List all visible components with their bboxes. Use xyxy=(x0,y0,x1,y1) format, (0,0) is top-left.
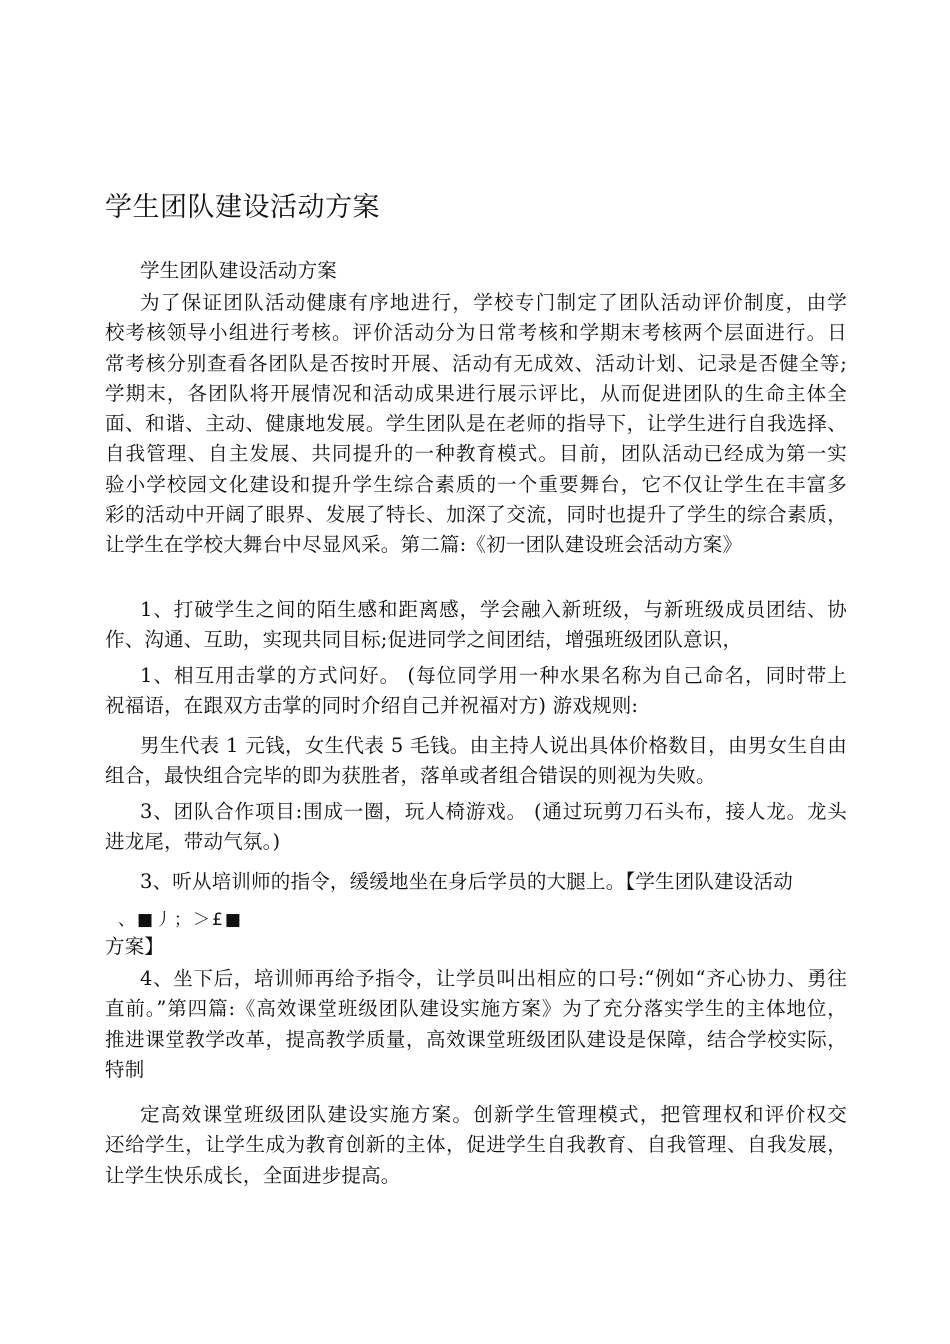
text-line: 常考核分别查看各团队是否按时开展、活动有无成效、活动计划、记录是否健全等; xyxy=(105,351,847,375)
text-line: 校考核领导小组进行考核。评价活动分为日常考核和学期末考核两个层面进行。日 xyxy=(105,321,847,345)
text-line: 还给学生，让学生成为教育创新的主体，促进学生自我教育、自我管理、自我发展， xyxy=(105,1133,847,1157)
paragraph-instruction-end xyxy=(105,932,847,962)
text-line: 祝福语，在跟双方击掌的同时介绍自己并祝福对方) 游戏规则: xyxy=(105,694,639,718)
paragraph-goal xyxy=(105,595,847,656)
text-line: 4、坐下后，培训师再给予指令，让学员叫出相应的口号:“例如“齐心协力、勇往 xyxy=(140,967,847,990)
text-line: 男生代表 1 元钱，女生代表 5 毛钱。由主持人说出具体价格数目，由男女生自由 xyxy=(140,734,847,757)
text-line: 学期末，各团队将开展情况和活动成果进行展示评比，从而促进团队的生命主体全 xyxy=(105,381,847,405)
text-line: 推进课堂教学改革，提高教学质量，高效课堂班级团队建设是保障，结合学校实际， xyxy=(105,1027,847,1051)
text-line: 为了保证团队活动健康有序地进行，学校专门制定了团队活动评价制度，由学 xyxy=(140,291,847,314)
text-line: 让学生在学校大舞台中尽显风采。第二篇:《初一团队建设班会活动方案》 xyxy=(105,533,743,557)
paragraph-greeting xyxy=(105,661,847,722)
text-line: 定高效课堂班级团队建设实施方案。创新学生管理模式，把管理权和评价权交 xyxy=(140,1103,847,1126)
paragraph-plan xyxy=(105,1100,847,1191)
text-line: 自我管理、自主发展、共同提升的一种教育模式。目前，团队活动已经成为第一实 xyxy=(105,442,847,466)
text-line: 作、沟通、互助，实现共同目标;促进同学之间团结，增强班级团队意识， xyxy=(105,628,743,652)
text-line: 直前。”第四篇:《高效课堂班级团队建设实施方案》为了充分落实学生的主体地位， xyxy=(105,997,847,1021)
document-title: 学生团队建设活动方案 xyxy=(105,192,380,223)
text-line: 让学生快乐成长，全面进步提高。 xyxy=(105,1163,401,1187)
paragraph-instruction xyxy=(105,867,847,897)
paragraph-teamwork xyxy=(105,797,847,858)
text-line: 学生团队建设活动方案 xyxy=(140,259,338,282)
paragraph-game-rules xyxy=(105,731,847,792)
paragraph-intro xyxy=(105,288,847,561)
text-line: 3、听从培训师的指令，缓缓地坐在身后学员的大腿上。【学生团队建设活动 xyxy=(140,870,793,893)
text-line: 3、团队合作项目:围成一圈，玩人椅游戏。 (通过玩剪刀石头布，接人龙。龙头 xyxy=(140,800,847,823)
text-line: 1、相互用击掌的方式问好。 (每位同学用一种水果名称为自己命名，同时带上 xyxy=(140,664,847,687)
text-line: 组合，最快组合完毕的即为获胜者，落单或者组合错误的则视为失败。 xyxy=(105,764,716,788)
paragraph-slogan xyxy=(105,964,847,1085)
text-line: 进龙尾，带动气氛。) xyxy=(105,830,281,854)
text-line: 验小学校园文化建设和提升学生综合素质的一个重要舞台，它不仅让学生在丰富多 xyxy=(105,472,847,496)
garbled-text: 、■丿；＞£■ xyxy=(118,910,243,930)
text-line: 面、和谐、主动、健康地发展。学生团队是在老师的指导下，让学生进行自我选择、 xyxy=(105,412,847,436)
text-line: 方案】 xyxy=(105,935,165,958)
text-line: 彩的活动中开阔了眼界、发展了特长、加深了交流，同时也提升了学生的综合素质， xyxy=(105,503,847,527)
text-line: 特制 xyxy=(105,1057,145,1081)
paragraph-subtitle xyxy=(105,256,847,286)
text-line: 1、打破学生之间的陌生感和距离感，学会融入新班级，与新班级成员团结、协 xyxy=(140,598,847,621)
